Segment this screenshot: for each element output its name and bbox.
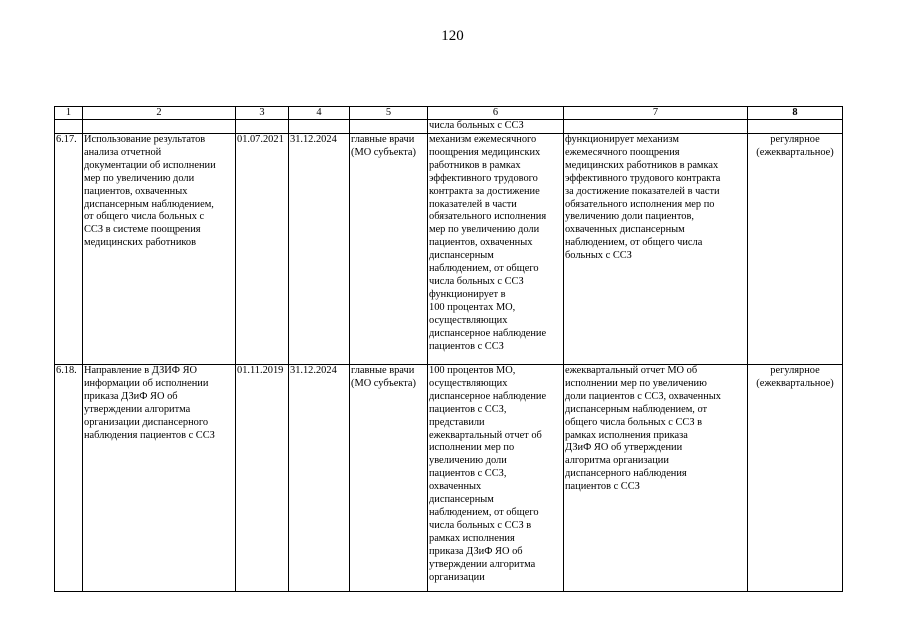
header-cell-8: 8 — [748, 107, 843, 120]
continuation-result: числа больных с ССЗ — [428, 120, 564, 134]
action-cell: Направление в ДЗИФ ЯО информации об исполнении приказа ДЗиФ ЯО об утверждении алгоритма организации диспансерного наблюдения пациентов с ССЗ — [83, 365, 236, 592]
cell — [289, 120, 350, 134]
indicator-cell: ежеквартальный отчет МО об исполнении мер по увеличению доли пациентов с ССЗ, охваченных диспансерным наблюдением, от общего числа больных с ССЗ в рамках исполнения приказа ДЗиФ ЯО об утверждении алгоритма организации диспансерного наблюдения пациентов с ССЗ — [564, 365, 748, 592]
start-date-cell: 01.11.2019 — [236, 365, 289, 592]
header-cell-2: 2 — [83, 107, 236, 120]
continuation-row — [55, 120, 843, 134]
header-cell-7: 7 — [564, 107, 748, 120]
header-cell-6: 6 — [428, 107, 564, 120]
action-plan-table — [54, 106, 843, 592]
cell — [564, 120, 748, 134]
frequency-cell: регулярное (ежеквартальное) — [748, 365, 843, 592]
responsible-cell: главные врачи (МО субъекта) — [350, 134, 428, 365]
start-date-cell: 01.07.2021 — [236, 134, 289, 365]
cell — [236, 120, 289, 134]
header-cell-4: 4 — [289, 107, 350, 120]
row-number: 6.17. — [55, 134, 83, 365]
indicator-cell: функционирует механизм ежемесячного поощрения медицинских работников в рамках эффективного трудового контракта за достижение показателей в части обязательного исполнения мер по увеличению доли пациентов, охваченных диспансерным наблюдением, от общего числа больных с ССЗ — [564, 134, 748, 365]
header-cell-5: 5 — [350, 107, 428, 120]
header-row — [55, 107, 843, 120]
header-cell-1: 1 — [55, 107, 83, 120]
result-cell: механизм ежемесячного поощрения медицинских работников в рамках эффективного трудового контракта за достижение показателей в части обязательного исполнения мер по увеличению доли пациентов, охваченных диспансерным наблюдением, от общего числа больных с ССЗ функционирует в 100 процентах МО, осуществляющих диспансерное наблюдение пациентов с ССЗ — [428, 134, 564, 365]
page-number: 120 — [441, 28, 464, 44]
result-cell: 100 процентов МО, осуществляющих диспансерное наблюдение пациентов с ССЗ, представили ежеквартальный отчет об исполнении мер по увеличению доли пациентов с ССЗ, охваченных диспансерным наблюдением, от общего числа больных с ССЗ в рамках исполнения приказа ДЗиФ ЯО об утверждении алгоритма организации — [428, 365, 564, 592]
table-row — [55, 365, 843, 592]
row-number: 6.18. — [55, 365, 83, 592]
action-cell: Использование результатов анализа отчетной документации об исполнении мер по увеличению доли пациентов, охваченных диспансерным наблюдением, от общего числа больных с ССЗ в системе поощрения медицинских работников — [83, 134, 236, 365]
cell — [748, 120, 843, 134]
cell — [55, 120, 83, 134]
cell — [83, 120, 236, 134]
table-row — [55, 134, 843, 365]
end-date-cell: 31.12.2024 — [289, 134, 350, 365]
cell — [350, 120, 428, 134]
responsible-cell: главные врачи (МО субъекта) — [350, 365, 428, 592]
frequency-cell: регулярное (ежеквартальное) — [748, 134, 843, 365]
end-date-cell: 31.12.2024 — [289, 365, 350, 592]
header-cell-3: 3 — [236, 107, 289, 120]
